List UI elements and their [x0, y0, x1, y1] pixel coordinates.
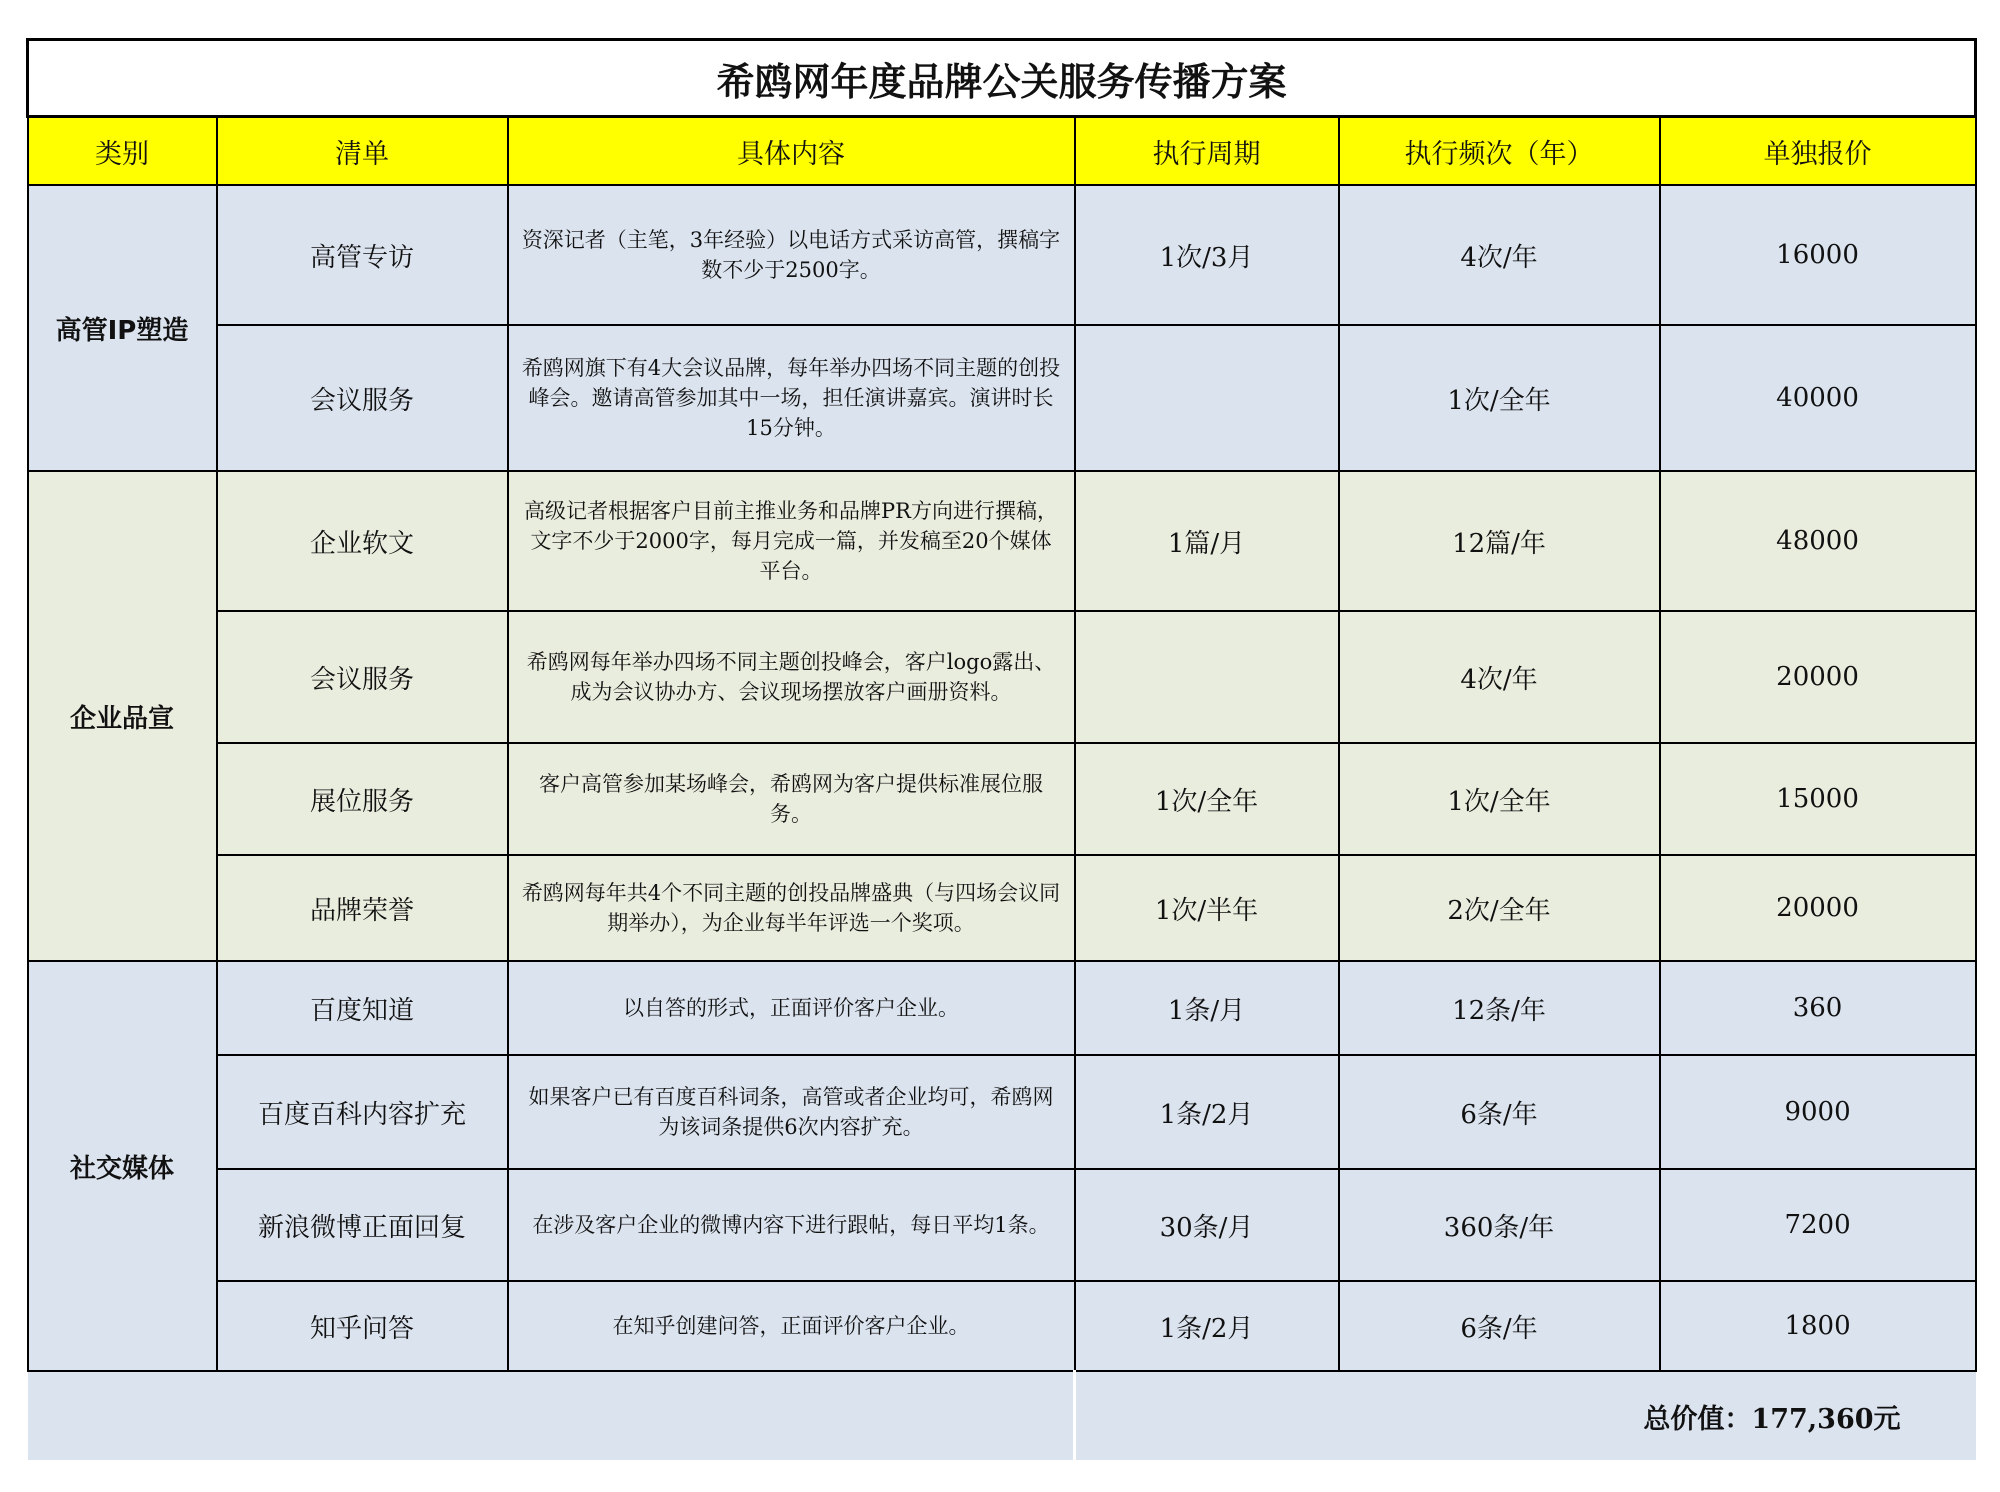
table-row [28, 855, 1976, 961]
header-category: 类别 [28, 117, 217, 186]
header-frequency: 执行频次（年） [1339, 117, 1660, 186]
cycle-cell [1075, 611, 1339, 743]
frequency-cell: 6条/年 [1339, 1055, 1660, 1169]
cycle-cell: 1篇/月 [1075, 471, 1339, 611]
frequency-cell: 1次/全年 [1339, 743, 1660, 855]
item-cell: 会议服务 [217, 325, 508, 471]
price-cell: 360 [1660, 961, 1976, 1055]
item-cell: 新浪微博正面回复 [217, 1169, 508, 1281]
item-cell: 百度知道 [217, 961, 508, 1055]
cycle-cell: 1次/半年 [1075, 855, 1339, 961]
cycle-cell: 1条/2月 [1075, 1055, 1339, 1169]
price-cell: 48000 [1660, 471, 1976, 611]
frequency-cell: 1次/全年 [1339, 325, 1660, 471]
table-row [28, 1055, 1976, 1169]
table-row [28, 743, 1976, 855]
cycle-cell: 1次/3月 [1075, 185, 1339, 325]
footer-blank [28, 1371, 1075, 1460]
frequency-cell: 360条/年 [1339, 1169, 1660, 1281]
frequency-cell: 4次/年 [1339, 185, 1660, 325]
content-cell: 希鸥网每年共4个不同主题的创投品牌盛典（与四场会议同期举办），为企业每半年评选一个奖项。 [508, 855, 1075, 961]
table-row [28, 325, 1976, 471]
price-cell: 1800 [1660, 1281, 1976, 1371]
item-cell: 会议服务 [217, 611, 508, 743]
item-cell: 品牌荣誉 [217, 855, 508, 961]
title-row [28, 40, 1976, 117]
category-cell: 高管IP塑造 [28, 185, 217, 471]
frequency-cell: 6条/年 [1339, 1281, 1660, 1371]
header-item: 清单 [217, 117, 508, 186]
cycle-cell: 1条/2月 [1075, 1281, 1339, 1371]
footer-row [28, 1371, 1976, 1460]
table-row [28, 185, 1976, 325]
table-row [28, 471, 1976, 611]
content-cell: 以自答的形式，正面评价客户企业。 [508, 961, 1075, 1055]
price-cell: 20000 [1660, 611, 1976, 743]
table-row [28, 611, 1976, 743]
header-price: 单独报价 [1660, 117, 1976, 186]
price-cell: 9000 [1660, 1055, 1976, 1169]
cycle-cell [1075, 325, 1339, 471]
cycle-cell: 1条/月 [1075, 961, 1339, 1055]
price-cell: 20000 [1660, 855, 1976, 961]
table-title: 希鸥网年度品牌公关服务传播方案 [28, 40, 1976, 117]
price-cell: 16000 [1660, 185, 1976, 325]
plan-table [26, 38, 1977, 1460]
content-cell: 在知乎创建问答，正面评价客户企业。 [508, 1281, 1075, 1371]
item-cell: 高管专访 [217, 185, 508, 325]
item-cell: 知乎问答 [217, 1281, 508, 1371]
content-cell: 希鸥网旗下有4大会议品牌，每年举办四场不同主题的创投峰会。邀请高管参加其中一场，担任演讲嘉宾。演讲时长15分钟。 [508, 325, 1075, 471]
cycle-cell: 1次/全年 [1075, 743, 1339, 855]
total-value: 总价值：177,360元 [1075, 1371, 1976, 1460]
content-cell: 如果客户已有百度百科词条，高管或者企业均可，希鸥网为该词条提供6次内容扩充。 [508, 1055, 1075, 1169]
header-cycle: 执行周期 [1075, 117, 1339, 186]
header-content: 具体内容 [508, 117, 1075, 186]
item-cell: 企业软文 [217, 471, 508, 611]
price-cell: 7200 [1660, 1169, 1976, 1281]
frequency-cell: 2次/全年 [1339, 855, 1660, 961]
table-row [28, 1169, 1976, 1281]
price-cell: 15000 [1660, 743, 1976, 855]
cycle-cell: 30条/月 [1075, 1169, 1339, 1281]
content-cell: 高级记者根据客户目前主推业务和品牌PR方向进行撰稿，文字不少于2000字，每月完成一篇，并发稿至20个媒体平台。 [508, 471, 1075, 611]
frequency-cell: 12篇/年 [1339, 471, 1660, 611]
header-row [28, 117, 1976, 186]
price-cell: 40000 [1660, 325, 1976, 471]
category-cell: 社交媒体 [28, 961, 217, 1371]
plan-sheet [26, 38, 1974, 1464]
content-cell: 资深记者（主笔，3年经验）以电话方式采访高管，撰稿字数不少于2500字。 [508, 185, 1075, 325]
item-cell: 展位服务 [217, 743, 508, 855]
content-cell: 在涉及客户企业的微博内容下进行跟帖，每日平均1条。 [508, 1169, 1075, 1281]
item-cell: 百度百科内容扩充 [217, 1055, 508, 1169]
category-cell: 企业品宣 [28, 471, 217, 961]
table-row [28, 1281, 1976, 1371]
frequency-cell: 4次/年 [1339, 611, 1660, 743]
content-cell: 客户高管参加某场峰会，希鸥网为客户提供标准展位服务。 [508, 743, 1075, 855]
frequency-cell: 12条/年 [1339, 961, 1660, 1055]
table-row [28, 961, 1976, 1055]
content-cell: 希鸥网每年举办四场不同主题创投峰会，客户logo露出、成为会议协办方、会议现场摆放客户画册资料。 [508, 611, 1075, 743]
